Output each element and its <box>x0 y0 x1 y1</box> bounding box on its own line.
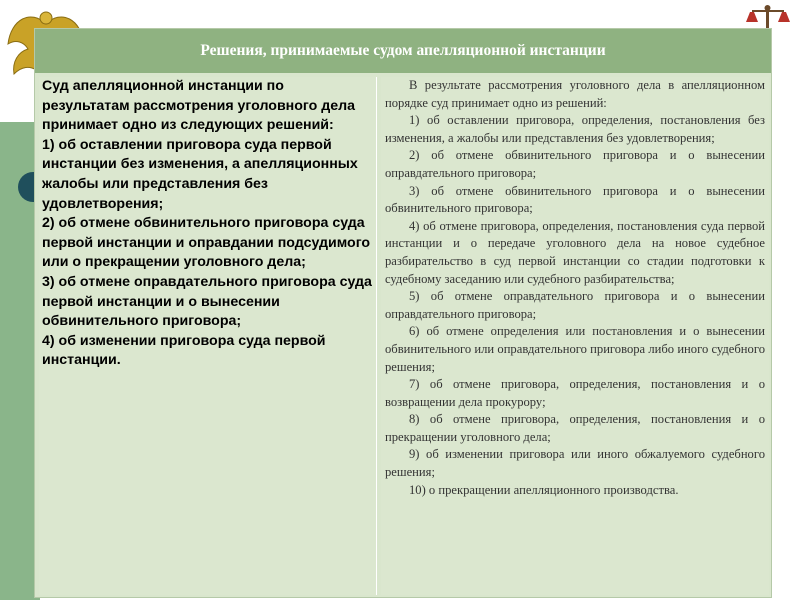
left-item: 2) об отмене обвинительного приговора суда первой инстанции и оправдании подсудимого или о прекращении уголовного дела; <box>42 215 371 271</box>
right-item: 2) об отмене обвинительного приговора и о вынесении оправдательного приговора; <box>385 148 765 180</box>
right-column <box>381 77 769 595</box>
right-item: 4) об отмене приговора, определения, постановления суда первой инстанции и о передаче уголовного дела на новое судебное разбирательство в суд первой инстанции со стадии подготовки к судебному заседанию или судебного разбирательства; <box>385 218 765 286</box>
right-item: 7) об отмене приговора, определения, постановления и о возвращении дела прокурору; <box>385 377 765 409</box>
left-intro: Суд апелляционной инстанции по результатам рассмотрения уголовного дела принимает одно из следующих решений: <box>42 78 356 134</box>
table-title: Решения, принимаемые судом апелляционной инстанции <box>200 42 606 59</box>
decisions-table <box>34 28 772 598</box>
right-item: 1) об оставлении приговора, определения, постановления без изменения, а жалобы или представления без удовлетворения; <box>385 113 765 145</box>
left-item: 4) об изменении приговора суда первой инстанции. <box>42 332 326 369</box>
right-item: 9) об изменении приговора или иного обжалуемого судебного решения; <box>385 447 765 480</box>
right-item: 8) об отмене приговора, определения, постановления и о прекращении уголовного дела; <box>385 412 765 444</box>
right-item: 5) об отмене оправдательного приговора и о вынесении оправдательного приговора; <box>385 289 765 321</box>
right-item: 6) об отмене определения или постановления и о вынесении обвинительного или оправдательного приговора либо иного судебного решения; <box>385 324 765 374</box>
left-item: 3) об отмене оправдательного приговора суда первой инстанции и о вынесении обвинительного приговора; <box>42 273 372 330</box>
left-column <box>39 77 377 595</box>
right-item: 3) об отмене обвинительного приговора и о вынесении обвинительного приговора; <box>385 183 765 216</box>
left-item: 1) об оставлении приговора суда первой инстанции без изменения, а апелляционных жалобы или представления без удовлетворения; <box>42 136 358 212</box>
right-item: 10) о прекращении апелляционного производства. <box>409 482 679 497</box>
right-intro: В результате рассмотрения уголовного дела в апелляционном порядке суд принимает одно из решений: <box>385 78 765 110</box>
table-header <box>35 29 771 73</box>
